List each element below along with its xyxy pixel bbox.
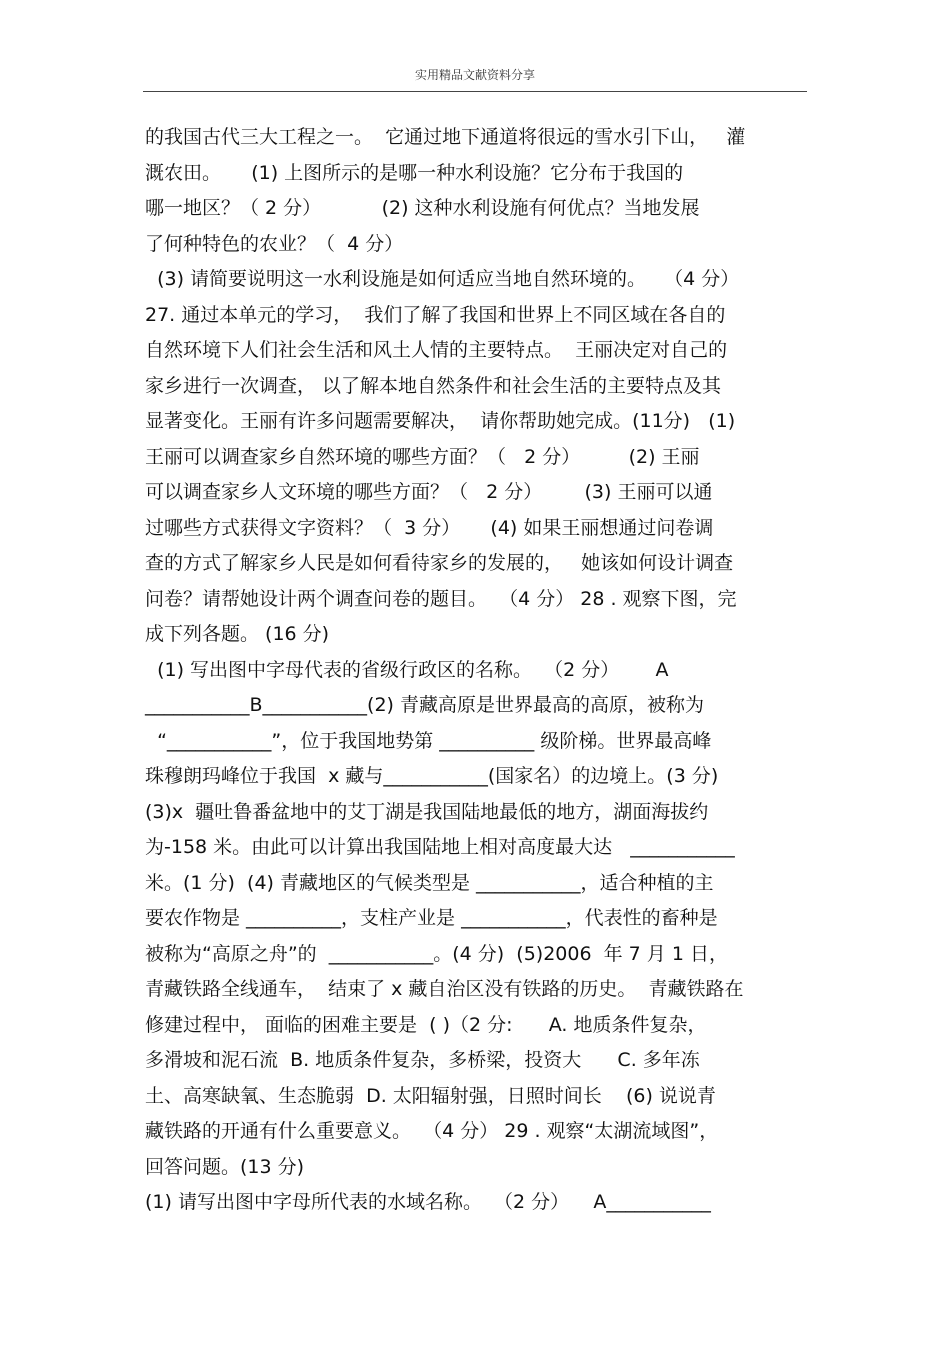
text-line: 成下列各题。 (16 分) (145, 623, 330, 645)
text-line: 自然环境下人们社会生活和风土人情的主要特点。 王丽决定对自己的 (145, 339, 728, 361)
text-line: 家乡进行一次调查， 以了解本地自然条件和社会生活的主要特点及其 (145, 374, 722, 397)
text-line: 修建过程中， 面临的困难主要是 ( )（2 分: A. 地质条件复杂， (145, 1013, 707, 1036)
text-line: 可以调查家乡人文环境的哪些方面？（ 2 分） (3) 王丽可以通 (145, 481, 713, 503)
text-line: 溉农田。 (1) 上图所示的是哪一种水利设施？它分布于我国的 (145, 161, 684, 184)
text-line: 显著变化。王丽有许多问题需要解决， 请你帮助她完成。(11分) (1) (145, 410, 736, 432)
text-line: 了何种特色的农业？（ 4 分） (145, 232, 404, 255)
text-line: 查的方式了解家乡人民是如何看待家乡的发展的， 她该如何设计调查 (145, 552, 734, 574)
question-29-start: 藏铁路的开通有什么重要意义。 （4 分） 29 . 观察“太湖流域图”， (145, 1120, 719, 1142)
text-line: 要农作物是 __________，支柱产业是 ___________，代表性的畜种是 (145, 907, 718, 929)
text-line: 土、高寒缺氧、生态脆弱 D. 太阳辐射强，日照时间长 (6) 说说青 (145, 1084, 716, 1107)
text-line: 过哪些方式获得文字资料？（ 3 分） (4) 如果王丽想通过问卷调 (145, 516, 714, 539)
text-line: 珠穆朗玛峰位于我国 x 藏与___________(国家名）的边境上。(3 分) (145, 765, 719, 787)
text-line: ___________B___________(2) 青藏高原是世界最高的高原，被称为 (145, 694, 704, 716)
text-line: 王丽可以调查家乡自然环境的哪些方面？（ 2 分） (2) 王丽 (145, 445, 700, 468)
text-line: 的我国古代三大工程之一。 它通过地下通道将很远的雪水引下山， 灌 (145, 126, 746, 148)
page-header: 实用精品文献资料分享 (414, 68, 535, 82)
text-line: 米。(1 分) (4) 青藏地区的气候类型是 ___________，适合种植的主 (145, 871, 714, 894)
text-line: (1) 写出图中字母代表的省级行政区的名称。 （2 分） A (145, 658, 669, 681)
question-27-start: 27. 通过本单元的学习， 我们了解了我国和世界上不同区域在各自的 (145, 303, 726, 326)
text-line: 青藏铁路全线通车， 结束了 x 藏自治区没有铁路的历史。 青藏铁路在 (145, 978, 744, 1000)
question-28-start: 问卷？请帮她设计两个调查问卷的题目。 （4 分） 28 . 观察下图，完 (145, 587, 737, 610)
text-line: (3) 请简要说明这一水利设施是如何适应当地自然环境的。 （4 分） (145, 268, 740, 290)
text-line: 被称为“高原之舟”的 ___________。(4 分) (5)2006 年 7 月 1 日， (145, 942, 728, 965)
text-line: 多滑坡和泥石流 B. 地质条件复杂，多桥梁，投资大 C. 多年冻 (145, 1049, 700, 1071)
text-line: 为-158 米。由此可以计算出我国陆地上相对高度最大达 ___________ (145, 836, 735, 858)
text-line: 回答问题。(13 分) (145, 1155, 305, 1178)
text-line: “___________”，位于我国地势第 __________ 级阶梯。世界最高峰 (145, 729, 712, 752)
text-line: (3)x 疆吐鲁番盆地中的艾丁湖是我国陆地最低的地方，湖面海拔约 (145, 800, 709, 823)
header-divider (143, 91, 807, 92)
text-line: 哪一地区？（ 2 分） (2) 这种水利设施有何优点？当地发展 (145, 197, 700, 219)
document-body (145, 120, 810, 1221)
text-line: (1) 请写出图中字母所代表的水域名称。 （2 分） A___________ (145, 1191, 711, 1213)
